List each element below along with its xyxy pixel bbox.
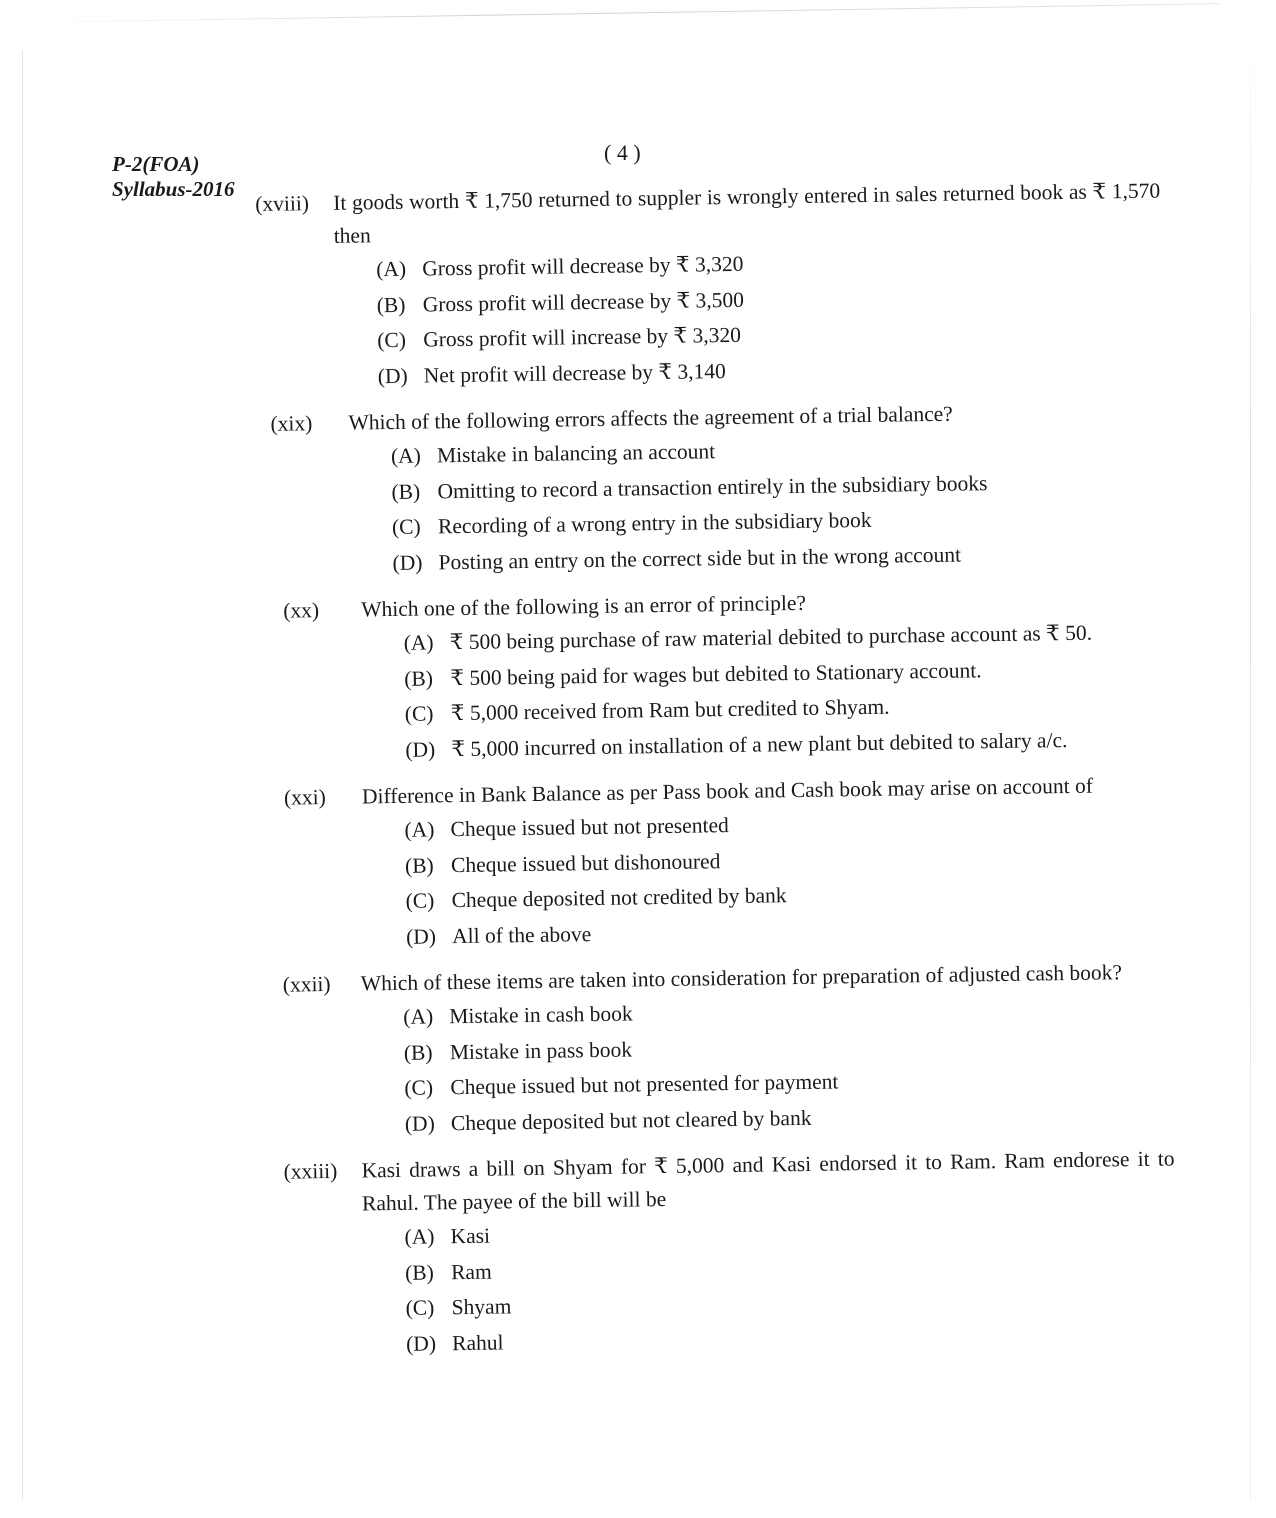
- option-text: Posting an entry on the correct side but in the wrong account: [438, 542, 962, 574]
- option-label: (B): [404, 1259, 434, 1285]
- option-label: (B): [404, 852, 434, 878]
- option-label: (D): [377, 363, 408, 388]
- option-label: (D): [392, 550, 423, 575]
- option-label: (D): [405, 923, 437, 949]
- option-list: [376, 241, 1163, 395]
- option-label: (A): [403, 1004, 434, 1029]
- option-text: Cheque issued but not presented: [450, 813, 729, 842]
- question-number: (xxi): [283, 785, 327, 810]
- syllabus-year: Syllabus-2016: [112, 177, 235, 201]
- option-label: (C): [377, 327, 407, 353]
- option-text: Gross profit will decrease by ₹ 3,500: [422, 287, 745, 317]
- option-label: (C): [391, 514, 421, 540]
- option-text: Omitting to record a transaction entirely in the subsidiary books: [437, 470, 988, 503]
- option-label: (D): [405, 736, 436, 762]
- question-text: Kasi draws a bill on Shyam for ₹ 5,000 and Kasi endorsed it to Ram. Ram endorese it to Rahul. The payee of the bill will be: [361, 1146, 1175, 1216]
- question-text: Which one of the following is an error of principle?: [361, 590, 807, 622]
- option-text: Cheque deposited but not cleared by bank: [450, 1105, 812, 1135]
- option-label: (B): [391, 479, 421, 504]
- page-edge-top: [20, 3, 1220, 23]
- question-number: (xix): [270, 411, 313, 436]
- option-label: (B): [403, 1039, 433, 1065]
- option-text: Gross profit will increase by ₹ 3,320: [423, 322, 742, 352]
- option-label: (B): [376, 292, 406, 317]
- option-text: Mistake in cash book: [449, 1001, 633, 1029]
- question-text: Which of the following errors affects the agreement of a trial balance?: [348, 401, 953, 435]
- option-text: ₹ 500 being paid for wages but debited to Stationary account.: [450, 657, 982, 690]
- option-text: ₹ 500 being purchase of raw material debited to purchase account as ₹ 50.: [449, 620, 1093, 655]
- question-text: It goods worth ₹ 1,750 returned to suppler is wrongly entered in sales returned book as ₹ 1,570 then: [333, 178, 1161, 248]
- question-number: (xxii): [282, 971, 331, 997]
- option-text: Cheque issued but not presented for payment: [450, 1069, 839, 1100]
- question-text: Which of these items are taken into consideration for preparation of adjusted cash book?: [360, 960, 1123, 996]
- option-label: (B): [404, 665, 434, 691]
- option-text: Rahul: [451, 1329, 504, 1355]
- option-text: Mistake in pass book: [449, 1037, 633, 1064]
- option-label: (A): [376, 256, 407, 282]
- option-label: (A): [404, 817, 435, 842]
- question-number: (xx): [283, 598, 320, 623]
- option-label: (A): [403, 630, 434, 655]
- option-label: (C): [405, 1295, 435, 1320]
- question-number: (xxiii): [283, 1158, 338, 1184]
- option-label: (A): [390, 443, 422, 469]
- question-xx: [283, 582, 1168, 770]
- option-text: Ram: [450, 1259, 492, 1284]
- option-text: ₹ 5,000 received from Ram but credited to Shyam.: [450, 694, 890, 726]
- option-label: (C): [405, 888, 435, 913]
- option-text: Cheque issued but dishonoured: [450, 848, 721, 877]
- question-xix: [270, 395, 1165, 583]
- question-text: Difference in Bank Balance as per Pass book and Cash book may arise on account of: [361, 773, 1094, 809]
- option-label: (A): [404, 1224, 435, 1249]
- option-text: Recording of a wrong entry in the subsidiary book: [437, 507, 872, 539]
- paper-code: P-2(FOA): [112, 152, 200, 176]
- page-number: ( 4 ): [604, 140, 641, 165]
- question-number: (xviii): [255, 191, 310, 216]
- question-xxi: [284, 769, 1171, 957]
- option-list: [404, 1208, 1177, 1361]
- option-label: (C): [404, 1075, 434, 1100]
- option-text: Gross profit will decrease by ₹ 3,320: [422, 251, 744, 281]
- paper-header: [112, 152, 235, 202]
- question-list: [255, 175, 1178, 1376]
- option-text: ₹ 5,000 incurred on installation of a new plant but debited to salary a/c.: [451, 727, 1068, 761]
- option-label: (C): [404, 701, 434, 726]
- option-list: [404, 615, 1169, 768]
- option-text: Shyam: [451, 1294, 512, 1320]
- question-xxii: [283, 955, 1174, 1143]
- option-text: Mistake in balancing an account: [436, 439, 716, 468]
- option-label: (D): [405, 1330, 437, 1356]
- page-edge-right: [1250, 0, 1251, 1500]
- option-label: (D): [404, 1110, 435, 1136]
- option-list: [403, 988, 1174, 1141]
- option-text: Net profit will decrease by ₹ 3,140: [423, 358, 727, 388]
- option-list: [391, 428, 1166, 581]
- option-list: [404, 802, 1171, 955]
- option-text: Cheque deposited not credited by bank: [451, 883, 787, 913]
- option-text: Kasi: [450, 1223, 491, 1249]
- page-edge-left: [22, 50, 23, 1500]
- question-xxiii: [283, 1142, 1177, 1363]
- question-xviii: [255, 175, 1163, 396]
- option-text: All of the above: [451, 921, 592, 948]
